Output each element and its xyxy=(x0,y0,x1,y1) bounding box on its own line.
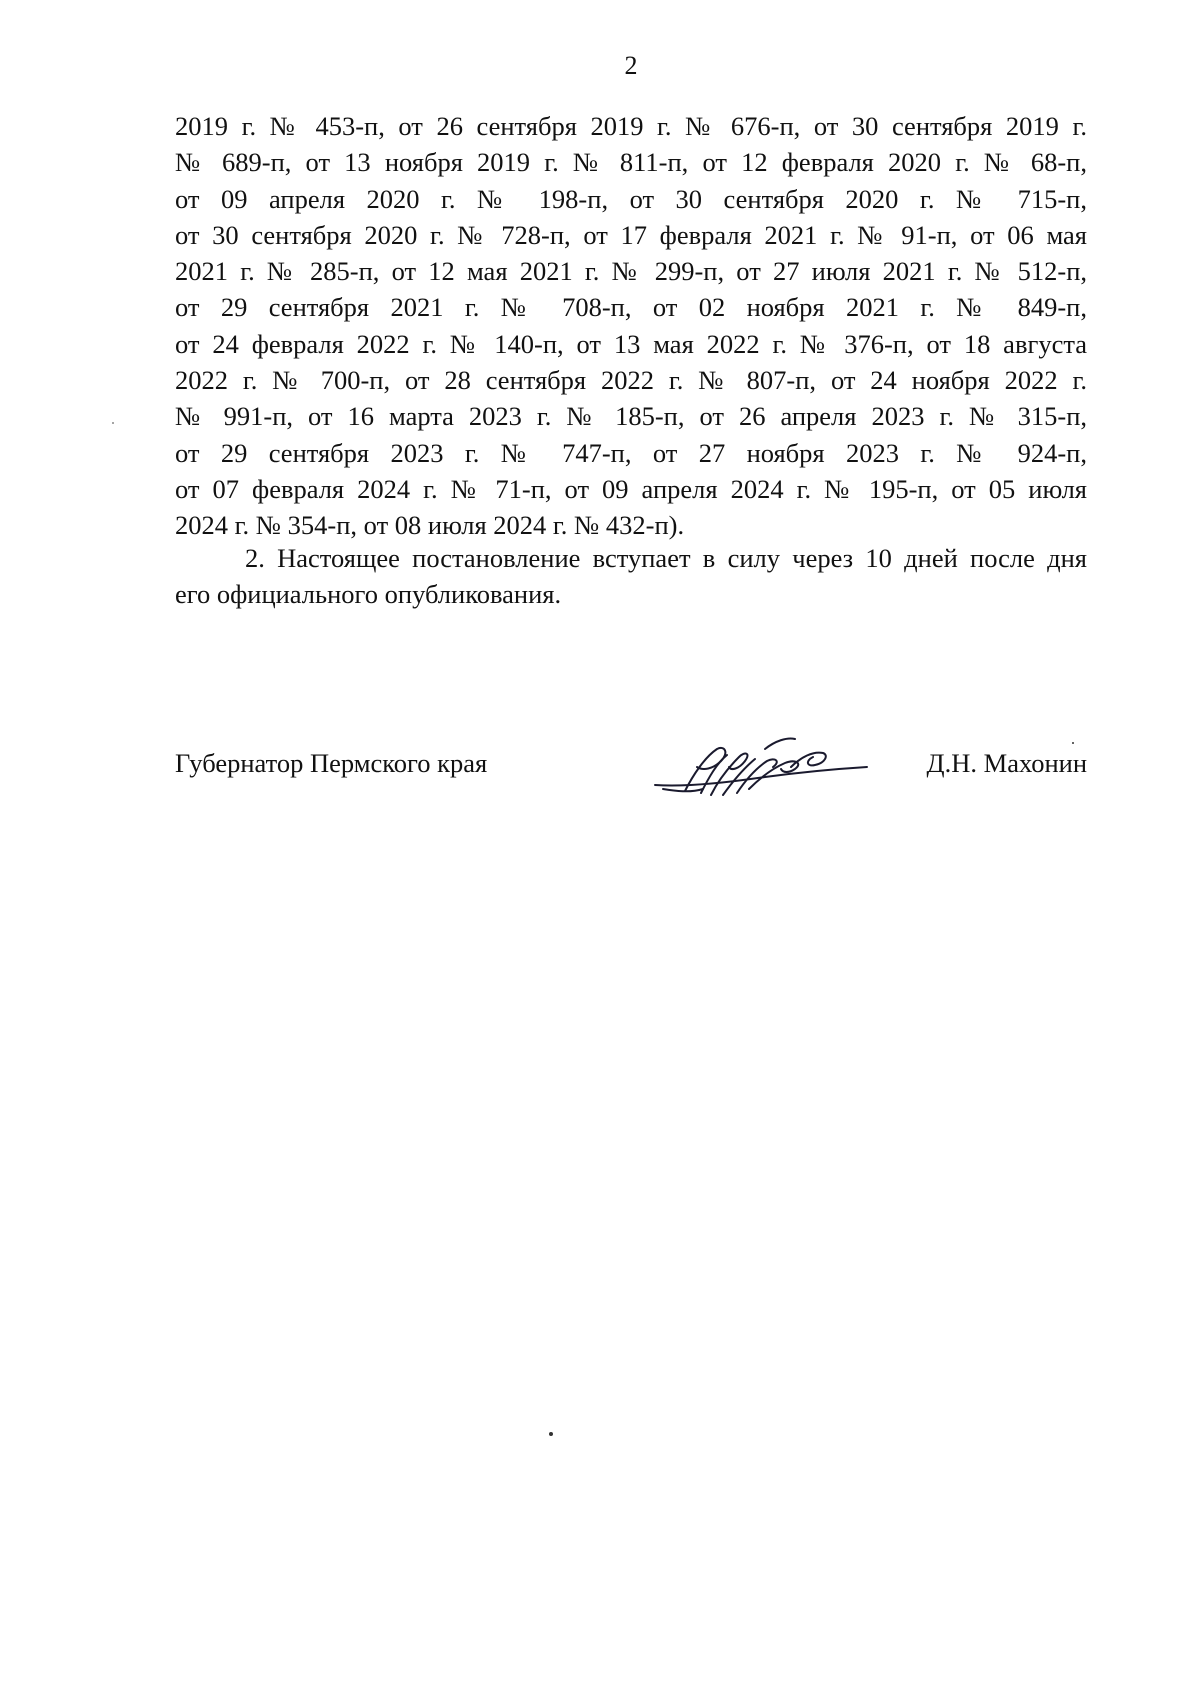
text-line: 2024 г. № 354-п, от 08 июля 2024 г. № 432-п). xyxy=(175,510,685,541)
scan-speck xyxy=(112,422,114,424)
signatory-title: Губернатор Пермского края xyxy=(175,748,488,778)
scan-speck xyxy=(1072,742,1074,744)
text-line: 2. Настоящее постановление вступает в силу через 10 дней после дня xyxy=(245,543,1087,573)
text-line: 2019 г. № 453-п, от 26 сентября 2019 г. № 676-п, от 30 сентября 2019 г. xyxy=(175,111,1087,141)
text-line: от 30 сентября 2020 г. № 728-п, от 17 февраля 2021 г. № 91-п, от 06 мая xyxy=(175,219,1087,250)
paragraph-effective-date xyxy=(175,540,1087,613)
text-line: 2022 г. № 700-п, от 28 сентября 2022 г. № 807-п, от 24 ноября 2022 г. xyxy=(175,365,1087,396)
text-line: 2021 г. № 285-п, от 12 мая 2021 г. № 299-п, от 27 июля 2021 г. № 512-п, xyxy=(175,256,1087,287)
text-line: его официального опубликования. xyxy=(175,579,562,610)
scan-speck xyxy=(549,1432,553,1436)
signature-block xyxy=(175,745,1087,805)
text-line: № 991-п, от 16 марта 2023 г. № 185-п, от 26 апреля 2023 г. № 315-п, xyxy=(175,401,1087,432)
paragraph-amendments-list xyxy=(175,108,1087,544)
text-line: от 09 апреля 2020 г. № 198-п, от 30 сентября 2020 г. № 715-п, xyxy=(175,183,1087,214)
text-line: № 689-п, от 13 ноября 2019 г. № 811-п, от 12 февраля 2020 г. № 68-п, xyxy=(175,147,1087,178)
text-line: от 29 сентября 2021 г. № 708-п, от 02 ноября 2021 г. № 849-п, xyxy=(175,292,1087,323)
signatory-name: Д.Н. Махонин xyxy=(926,748,1087,778)
page-number: 2 xyxy=(624,51,638,80)
text-line: от 29 сентября 2023 г. № 747-п, от 27 ноября 2023 г. № 924-п, xyxy=(175,437,1087,468)
handwritten-signature xyxy=(645,727,875,807)
text-line: от 24 февраля 2022 г. № 140-п, от 13 мая 2022 г. № 376-п, от 18 августа xyxy=(175,328,1087,359)
text-line: от 07 февраля 2024 г. № 71-п, от 09 апреля 2024 г. № 195-п, от 05 июля xyxy=(175,473,1087,504)
